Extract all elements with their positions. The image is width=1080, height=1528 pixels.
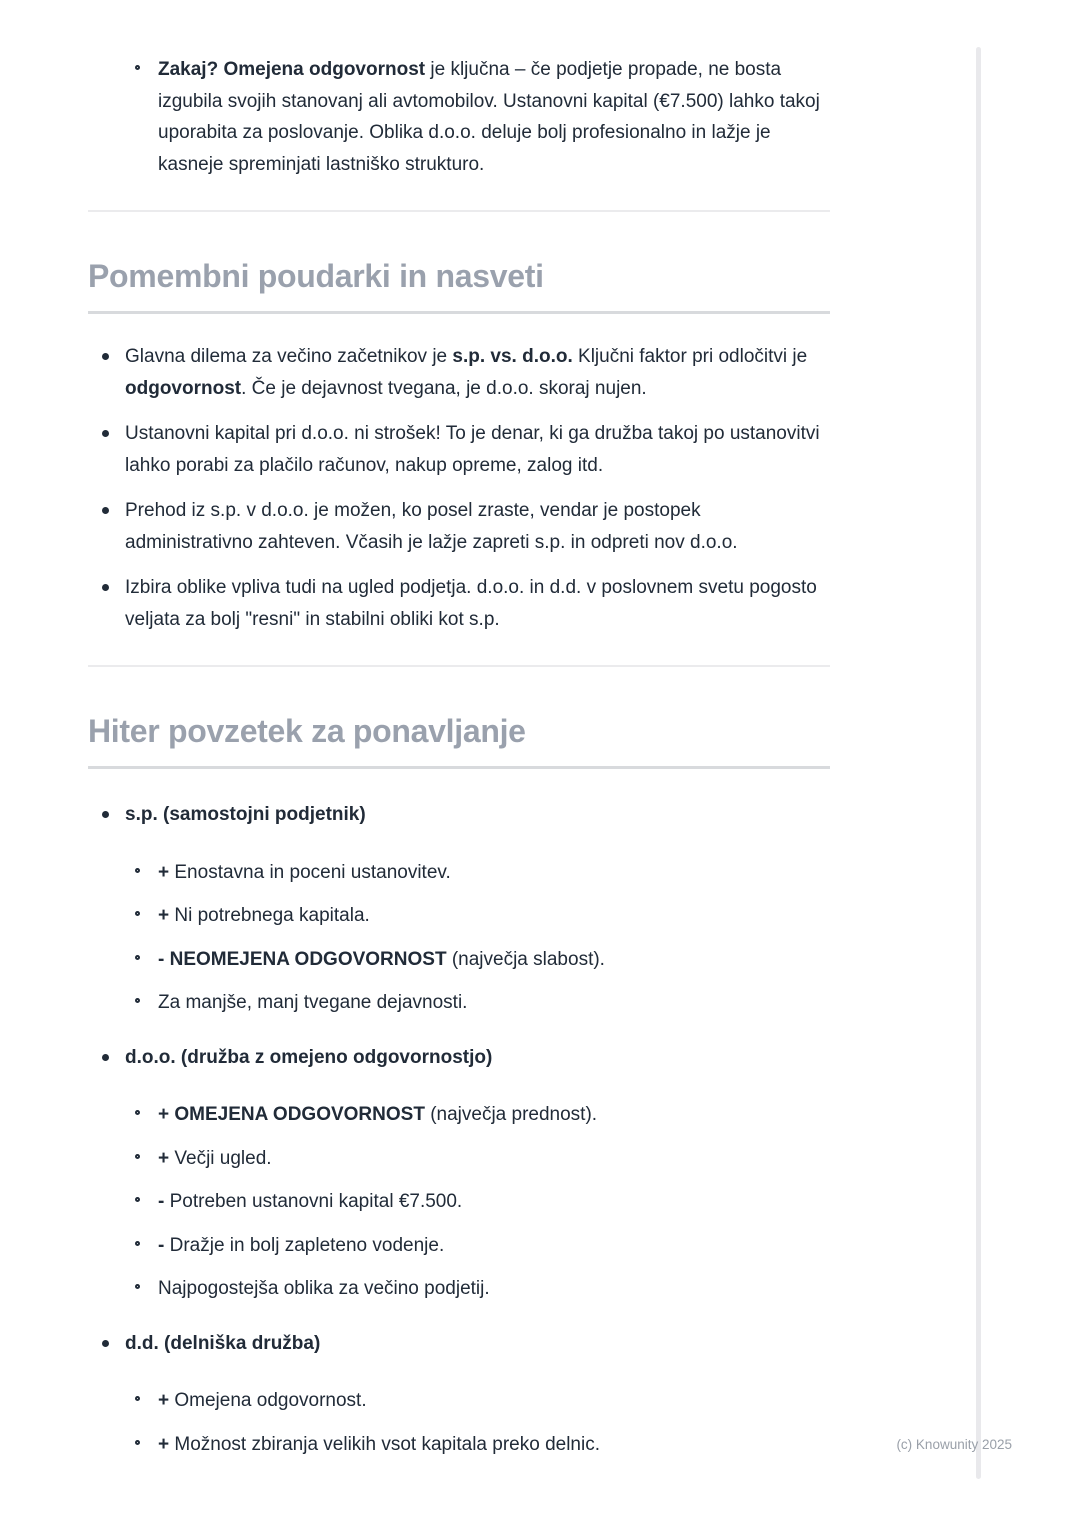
document-content — [88, 0, 830, 1460]
list-item — [88, 1273, 830, 1305]
scrollbar-thumb[interactable] — [976, 47, 981, 1479]
copyright-watermark: (c) Knowunity 2025 — [896, 1437, 1012, 1452]
text-segment: s.p. vs. d.o.o. — [452, 346, 573, 367]
disc-bullet-marker — [102, 1340, 109, 1347]
summary-group — [88, 1328, 830, 1461]
text-segment: odgovornost — [125, 377, 242, 399]
text-segment: Za manjše, manj tvegane dejavnosti. — [158, 992, 468, 1013]
title-underline — [88, 311, 830, 314]
list-item-text — [158, 857, 830, 889]
list-item — [88, 857, 830, 889]
group-heading — [88, 1328, 830, 1360]
circle-bullet-marker — [135, 1241, 140, 1246]
list-item — [88, 341, 830, 404]
list-item-text — [125, 572, 830, 635]
section-summary — [88, 711, 830, 1460]
list-item — [88, 1143, 830, 1175]
list-item — [88, 1230, 830, 1262]
text-segment: Zakaj? Omejena odgovornost — [158, 59, 426, 80]
circle-bullet-marker — [135, 1154, 140, 1159]
circle-bullet-marker — [135, 1396, 140, 1401]
summary-group — [88, 1042, 830, 1305]
list-item-text — [158, 1143, 830, 1175]
list-item-text — [158, 1385, 830, 1417]
text-segment: Možnost zbiranja velikih vsot kapitala preko delnic. — [169, 1433, 600, 1455]
disc-bullet-marker — [102, 1054, 109, 1061]
list-item — [88, 944, 830, 976]
section-divider — [88, 665, 830, 667]
list-item — [88, 900, 830, 932]
circle-bullet-marker — [135, 1284, 140, 1289]
list-item — [88, 1099, 830, 1131]
group-heading-text: s.p. (samostojni podjetnik) — [125, 804, 366, 825]
group-heading-text: d.d. (delniška družba) — [125, 1332, 321, 1354]
circle-bullet-marker — [135, 1197, 140, 1202]
circle-bullet-marker — [135, 65, 140, 70]
text-segment: Glavna dilema za večino začetnikov je — [125, 346, 453, 367]
group-heading — [88, 799, 830, 831]
text-segment: - NEOMEJENA ODGOVORNOST — [158, 948, 447, 970]
text-segment: je ključna – če podjetje propade, ne bosta izgubila svojih stanovanj ali avtomobilov. Ustanovni kapital (€7.500) lahko takoj uporabita za poslovanje. Oblika d.o.o. deluje bolj profesionalno in lažje je kasneje spreminjati lastniško strukturo. — [158, 59, 820, 175]
text-segment: + — [158, 1147, 170, 1169]
text-segment: . Če je dejavnost tvegana, je d.o.o. skoraj nujen. — [241, 377, 647, 399]
text-segment: Izbira oblike vpliva tudi na ugled podjetja. d.o.o. in d.d. v poslovnem svetu pogosto veljata za bolj "resni" in stabilni obliki kot s.p. — [125, 577, 817, 630]
disc-bullet-marker — [102, 811, 109, 818]
list-item — [88, 987, 830, 1019]
list-item — [88, 418, 830, 481]
circle-bullet-marker — [135, 1440, 140, 1445]
group-heading — [88, 1042, 830, 1074]
text-segment: Omejena odgovornost. — [169, 1390, 367, 1411]
circle-bullet-marker — [135, 911, 140, 916]
section-divider — [88, 210, 830, 212]
text-segment: Najpogostejša oblika za večino podjetij. — [158, 1278, 490, 1299]
disc-bullet-marker — [102, 430, 109, 437]
summary-list — [88, 799, 830, 1460]
list-item-text — [125, 418, 830, 481]
text-segment: (največja slabost). — [446, 948, 605, 970]
text-segment: + OMEJENA ODGOVORNOST — [158, 1104, 425, 1125]
text-segment: Prehod iz s.p. v d.o.o. je možen, ko posel zraste, vendar je postopek administrativno zahteven. Včasih je lažje zapreti s.p. in odpreti nov d.o.o. — [125, 500, 738, 553]
disc-bullet-marker — [102, 584, 109, 591]
list-item — [88, 1429, 830, 1461]
text-segment: Ustanovni kapital pri d.o.o. ni strošek! To je denar, ki ga družba takoj po ustanovitvi lahko porabi za plačilo računov, nakup opreme, zalog itd. — [125, 423, 820, 476]
list-item-text — [158, 900, 830, 932]
summary-group — [88, 799, 830, 1019]
list-item — [88, 495, 830, 558]
list-item-text — [158, 1099, 830, 1131]
list-item-text — [158, 1186, 830, 1218]
intro-paragraph — [158, 54, 830, 180]
text-segment: Ključni faktor pri odločitvi je — [572, 346, 808, 367]
highlights-list — [88, 341, 830, 635]
list-item-text — [158, 944, 830, 976]
section-highlights — [88, 256, 830, 635]
group-sub-list — [88, 857, 830, 1019]
group-heading-text: d.o.o. (družba z omejeno odgovornostjo) — [125, 1046, 493, 1068]
list-item-text — [125, 495, 830, 558]
disc-bullet-marker — [102, 507, 109, 514]
text-segment: + — [158, 905, 170, 926]
list-item-text — [125, 341, 830, 404]
circle-bullet-marker — [135, 1110, 140, 1115]
circle-bullet-marker — [135, 998, 140, 1003]
list-item-text — [158, 987, 830, 1019]
title-underline — [88, 766, 830, 769]
section-title-highlights: Pomembni poudarki in nasveti — [88, 258, 544, 294]
section-title-summary: Hiter povzetek za ponavljanje — [88, 713, 526, 749]
disc-bullet-marker — [102, 353, 109, 360]
text-segment: - — [158, 1191, 165, 1212]
group-sub-list — [88, 1099, 830, 1305]
text-segment: + — [158, 1433, 170, 1455]
text-segment: Večji ugled. — [169, 1147, 272, 1169]
circle-bullet-marker — [135, 955, 140, 960]
intro-list-item — [88, 54, 830, 180]
text-segment: Enostavna in poceni ustanovitev. — [169, 861, 451, 883]
list-item — [88, 1186, 830, 1218]
circle-bullet-marker — [135, 868, 140, 873]
list-item-text — [158, 1429, 830, 1461]
group-sub-list — [88, 1385, 830, 1460]
list-item-text — [158, 1230, 830, 1262]
text-segment: + — [158, 861, 170, 883]
text-segment: Dražje in bolj zapleteno vodenje. — [164, 1234, 445, 1256]
list-item — [88, 1385, 830, 1417]
text-segment: Ni potrebnega kapitala. — [169, 905, 370, 926]
text-segment: (največja prednost). — [424, 1104, 598, 1125]
text-segment: - — [158, 1234, 165, 1256]
list-item — [88, 572, 830, 635]
list-item-text — [158, 1273, 830, 1305]
text-segment: Potreben ustanovni kapital €7.500. — [164, 1191, 463, 1212]
text-segment: + — [158, 1390, 170, 1411]
